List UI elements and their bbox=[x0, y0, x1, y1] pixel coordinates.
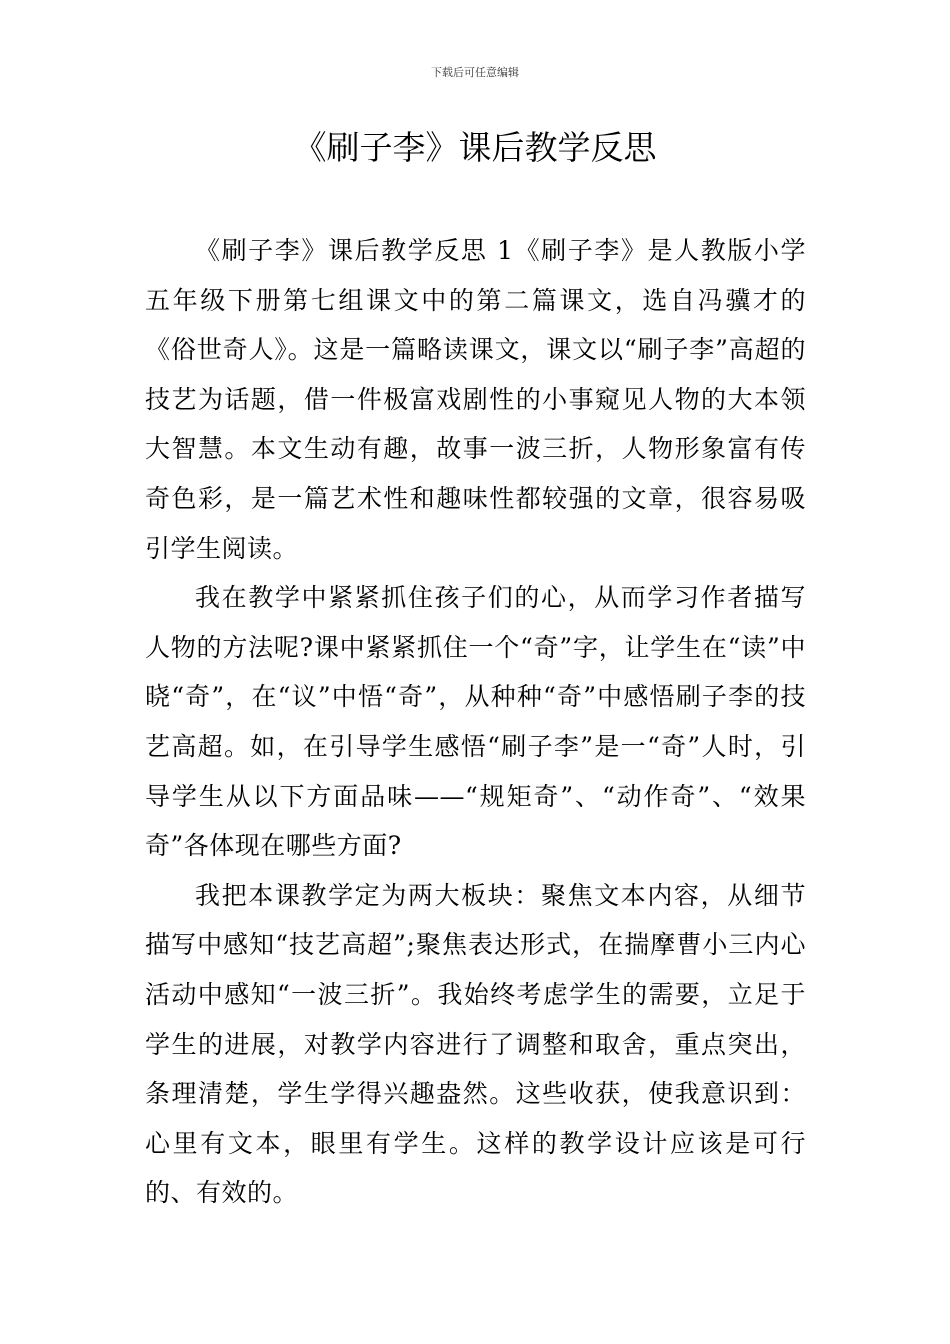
paragraph-2: 我在教学中紧紧抓住孩子们的心，从而学习作者描写人物的方法呢?课中紧紧抓住一个“奇”字，让学生在“读”中晓“奇”，在“议”中悟“奇”，从种种“奇”中感悟刷子李的技艺高超。如，在引导学生感悟“刷子李”是一“奇”人时，引导学生从以下方面品味——“规矩奇”、“动作奇”、“效果奇”各体现在哪些方面? bbox=[145, 583, 806, 861]
document-title: 《刷子李》课后教学反思 bbox=[293, 128, 657, 167]
paragraph-1: 《刷子李》课后教学反思 1《刷子李》是人教版小学五年级下册第七组课文中的第二篇课文，选自冯骥才的《俗世奇人》。这是一篇略读课文，课文以“刷子李”高超的技艺为话题，借一件极富戏剧性的小事窥见人物的大本领大智慧。本文生动有趣，故事一波三折，人物形象富有传奇色彩，是一篇艺术性和趣味性都较强的文章，很容易吸引学生阅读。 bbox=[145, 236, 806, 563]
header-note: 下载后可任意编辑 bbox=[431, 66, 519, 79]
document-body bbox=[145, 226, 806, 1218]
paragraph-3: 我把本课教学定为两大板块：聚焦文本内容，从细节描写中感知“技艺高超”;聚焦表达形式，在揣摩曹小三内心活动中感知“一波三折”。我始终考虑学生的需要，立足于学生的进展，对教学内容进行了调整和取舍，重点突出，条理清楚，学生学得兴趣盎然。这些收获，使我意识到：心里有文本，眼里有学生。这样的教学设计应该是可行的、有效的。 bbox=[145, 880, 806, 1208]
